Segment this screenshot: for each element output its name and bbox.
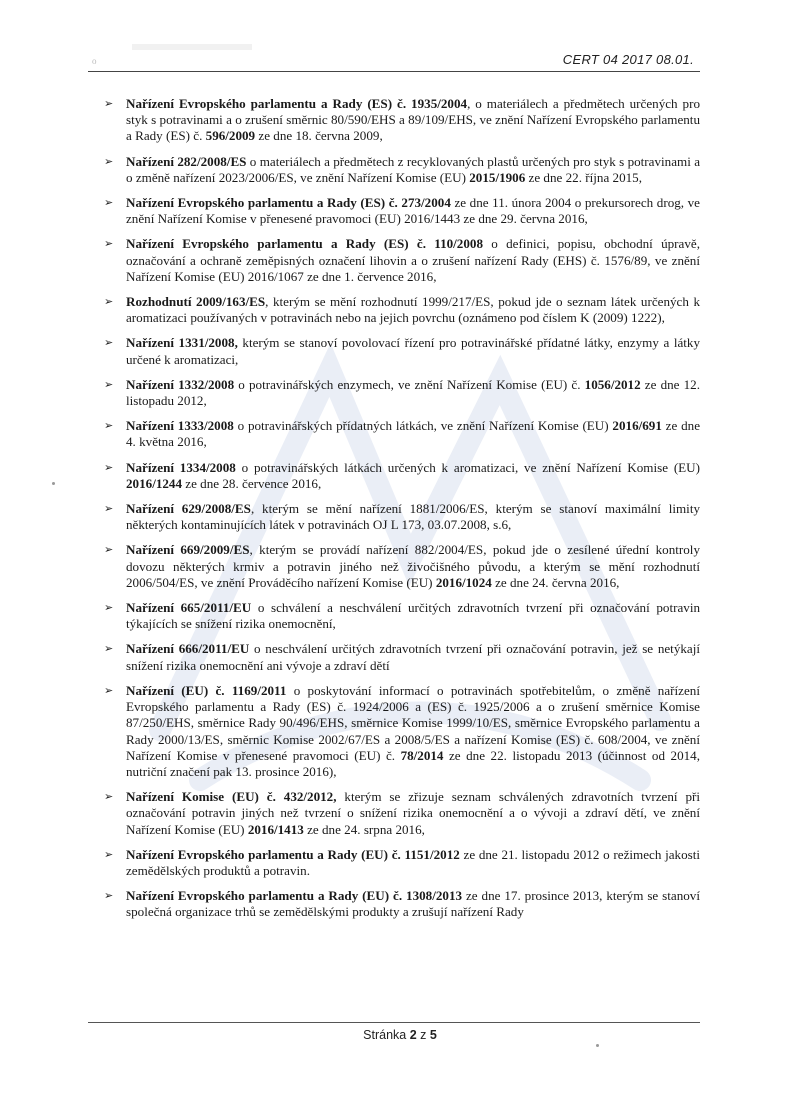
arrow-bullet-icon: ➢ [104, 683, 114, 697]
regulation-reference: Nařízení Komise (EU) č. 432/2012, [126, 789, 337, 805]
header-rule [88, 71, 700, 72]
regulation-text: o poskytování informací o potravinách spotřebitelům, o změně nařízení Evropského parlamentu a Rady (ES) č. 1924/2006 a (ES) č. 1925/2006 a o zrušení směrnice Komise 87/250/EHS, směrnice Rady 90/496/EHS, směrnice Komise 1999/10/ES, směrnice Evropského parlamentu a Rady 2000/13/ES, směrnic Komise 2002/67/ES a 2008/5/ES a nařízení Komise (ES) č. 608/2004, ve znění Nařízení Komise v přenesené pravomoci (EU) č. [126, 682, 700, 763]
regulation-text: , o materiálech a předmětech určených pro styk s potravinami a o zrušení směrnic 80/590/EHS a 89/109/EHS, ve znění Nařízení Evropského parlamentu a Rady (ES) č. [126, 96, 701, 144]
regulation-text: o schválení a neschválení určitých zdravotních tvrzení při označování potravin týkajících se snížení rizika onemocnění, [126, 600, 700, 632]
scan-speck [596, 1044, 599, 1047]
regulation-text: , kterým se mění rozhodnutí 1999/217/ES, pokud jde o seznam látek určených k aromatizaci používaných v potravinách nebo na jejich povrchu (oznámeno pod číslem K (2009) 1222), [126, 294, 700, 326]
list-item [104, 460, 700, 492]
regulation-text: , kterým se provádí nařízení 882/2004/ES, pokud jde o zesílené úřední kontroly dovozu některých krmiv a potravin jiného než živočišného původu, a kterým se mění rozhodnutí 2006/504/ES, ve znění Prováděcího nařízení Komise (EU) [126, 542, 700, 590]
arrow-bullet-icon: ➢ [104, 196, 114, 210]
regulation-reference: 2016/1244 [126, 475, 183, 491]
regulation-reference: 2016/1413 [247, 821, 304, 837]
document-code: CERT 04 2017 08.01. [562, 52, 694, 67]
regulation-text: , kterým se mění nařízení 1881/2006/ES, kterým se stanoví maximální limity některých kontaminujících látek v potravinách OJ L 173, 03.07.2008, s.6, [126, 501, 701, 533]
list-item [104, 888, 700, 920]
list-item [104, 236, 700, 285]
regulation-text: o potravinářských látkách určených k aromatizaci, ve znění Nařízení Komise (EU) [235, 459, 700, 475]
regulation-text: ze dne 18. června 2009, [255, 128, 383, 144]
list-item [104, 641, 700, 673]
list-item [104, 195, 700, 227]
regulation-text: kterým se zřizuje seznam schválených zdravotních tvrzení při označování potravin jiných než tvrzení o snížení rizika onemocnění a o vývoji a zdraví dětí, ve znění Nařízení Komise (EU) [126, 789, 700, 837]
faded-header-mark [132, 44, 252, 50]
arrow-bullet-icon: ➢ [104, 790, 114, 804]
regulation-reference: Nařízení Evropského parlamentu a Rady (ES) č. 1935/2004 [126, 96, 468, 111]
regulation-reference: Nařízení Evropského parlamentu a Rady (ES) č. 273/2004 [126, 195, 451, 211]
regulation-reference: Nařízení 282/2008/ES [126, 153, 247, 169]
list-item [104, 377, 700, 409]
regulation-reference: Nařízení Evropského parlamentu a Rady (ES) č. 110/2008 [126, 236, 483, 252]
regulation-text: o potravinářských přídatných látkách, ve znění Nařízení Komise (EU) [233, 418, 613, 434]
arrow-bullet-icon: ➢ [104, 154, 114, 168]
regulation-reference: Nařízení 1331/2008, [126, 335, 238, 351]
arrow-bullet-icon: ➢ [104, 377, 114, 391]
regulation-reference: Nařízení 666/2011/EU [126, 641, 250, 657]
regulation-reference: Nařízení 1333/2008 [126, 418, 234, 434]
arrow-bullet-icon: ➢ [104, 847, 114, 861]
arrow-bullet-icon: ➢ [104, 502, 114, 516]
regulation-reference: 78/2014 [400, 747, 444, 763]
list-item [104, 154, 700, 186]
page-number [0, 1028, 800, 1042]
list-item [104, 501, 700, 533]
list-item [104, 96, 700, 145]
scan-speck [52, 482, 55, 485]
list-item [104, 542, 700, 591]
regulation-reference: 596/2009 [205, 128, 256, 144]
regulation-reference: Nařízení Evropského parlamentu a Rady (EU) č. 1308/2013 [126, 888, 463, 904]
regulation-reference: Nařízení 629/2008/ES [126, 501, 251, 517]
regulation-text: ze dne 11. února 2004 o prekursorech drog, ve znění Nařízení Komise v přenesené pravomoci (EU) 2016/1443 ze dne 29. června 2016, [126, 195, 700, 227]
regulation-reference: Nařízení Evropského parlamentu a Rady (EU) č. 1151/2012 [126, 846, 460, 862]
list-item [104, 418, 700, 450]
regulation-text: ze dne 21. listopadu 2012 o režimech jakosti zemědělských produktů a potravin. [126, 846, 700, 878]
arrow-bullet-icon: ➢ [104, 460, 114, 474]
arrow-bullet-icon: ➢ [104, 601, 114, 615]
regulation-text: o materiálech a předmětech z recyklovaných plastů určených pro styk s potravinami a o změně nařízení 2023/2006/ES, ve znění Nařízení Komise (EU) [126, 153, 701, 185]
arrow-bullet-icon: ➢ [104, 336, 114, 350]
regulation-text: o neschválení určitých zdravotních tvrzení při označování potravin, jež se netýkají snížení rizika onemocnění ani vývoje a zdraví dětí [126, 641, 701, 673]
regulation-text: o potravinářských enzymech, ve znění Nařízení Komise (EU) č. [234, 376, 585, 392]
page-prefix: Stránka [363, 1028, 410, 1042]
regulation-reference: 2016/1024 [435, 574, 492, 590]
list-item [104, 600, 700, 632]
regulation-text: kterým se stanoví povolovací řízení pro potravinářské přídatné látky, enzymy a látky určené k aromatizaci, [126, 335, 700, 367]
regulation-reference: 1056/2012 [584, 376, 641, 392]
regulation-text: ze dne 24. srpna 2016, [303, 821, 425, 837]
regulation-text: ze dne 22. října 2015, [525, 169, 642, 185]
arrow-bullet-icon: ➢ [104, 237, 114, 251]
regulation-text: ze dne 28. července 2016, [182, 475, 322, 491]
regulation-reference: Nařízení 1334/2008 [126, 459, 236, 475]
list-item [104, 683, 700, 780]
page-separator: z [416, 1028, 430, 1042]
list-item [104, 294, 700, 326]
list-item [104, 847, 700, 879]
scan-dot: o [92, 56, 97, 66]
regulation-reference: 2015/1906 [469, 169, 526, 185]
arrow-bullet-icon: ➢ [104, 419, 114, 433]
list-item [104, 789, 700, 838]
arrow-bullet-icon: ➢ [104, 642, 114, 656]
regulation-text: ze dne 17. prosince 2013, kterým se stanoví společná organizace trhů se zemědělskými produkty a zrušují nařízení Rady [126, 888, 700, 920]
arrow-bullet-icon: ➢ [104, 97, 114, 110]
regulation-text: ze dne 24. června 2016, [491, 574, 620, 590]
regulation-reference: Nařízení (EU) č. 1169/2011 [126, 682, 287, 698]
regulation-text: o definici, popisu, obchodní úpravě, označování a ochraně zeměpisných označení lihovin a o zrušení nařízení Rady (EHS) č. 1576/89, ve znění Nařízení Komise (EU) 2016/1067 ze dne 1. července 2016, [126, 236, 700, 284]
arrow-bullet-icon: ➢ [104, 889, 114, 903]
page-current: 2 [409, 1028, 417, 1042]
regulation-reference: Nařízení 669/2009/ES [126, 542, 250, 558]
regulation-list [104, 96, 700, 930]
regulation-reference: Nařízení 1332/2008 [126, 376, 235, 392]
regulation-reference: Rozhodnutí 2009/163/ES [126, 294, 266, 310]
page-total: 5 [429, 1028, 437, 1042]
regulation-reference: 2016/691 [612, 418, 662, 434]
regulation-text: ze dne 12. listopadu 2012, [126, 376, 700, 409]
regulation-reference: Nařízení 665/2011/EU [126, 600, 252, 616]
arrow-bullet-icon: ➢ [104, 543, 114, 557]
list-item [104, 335, 700, 367]
footer-rule [88, 1022, 700, 1023]
arrow-bullet-icon: ➢ [104, 295, 114, 309]
regulation-text: ze dne 4. května 2016, [126, 418, 701, 450]
regulation-text: ze dne 22. listopadu 2013 (účinnost od 2014, nutriční značení pak 13. prosince 2016), [126, 747, 700, 779]
